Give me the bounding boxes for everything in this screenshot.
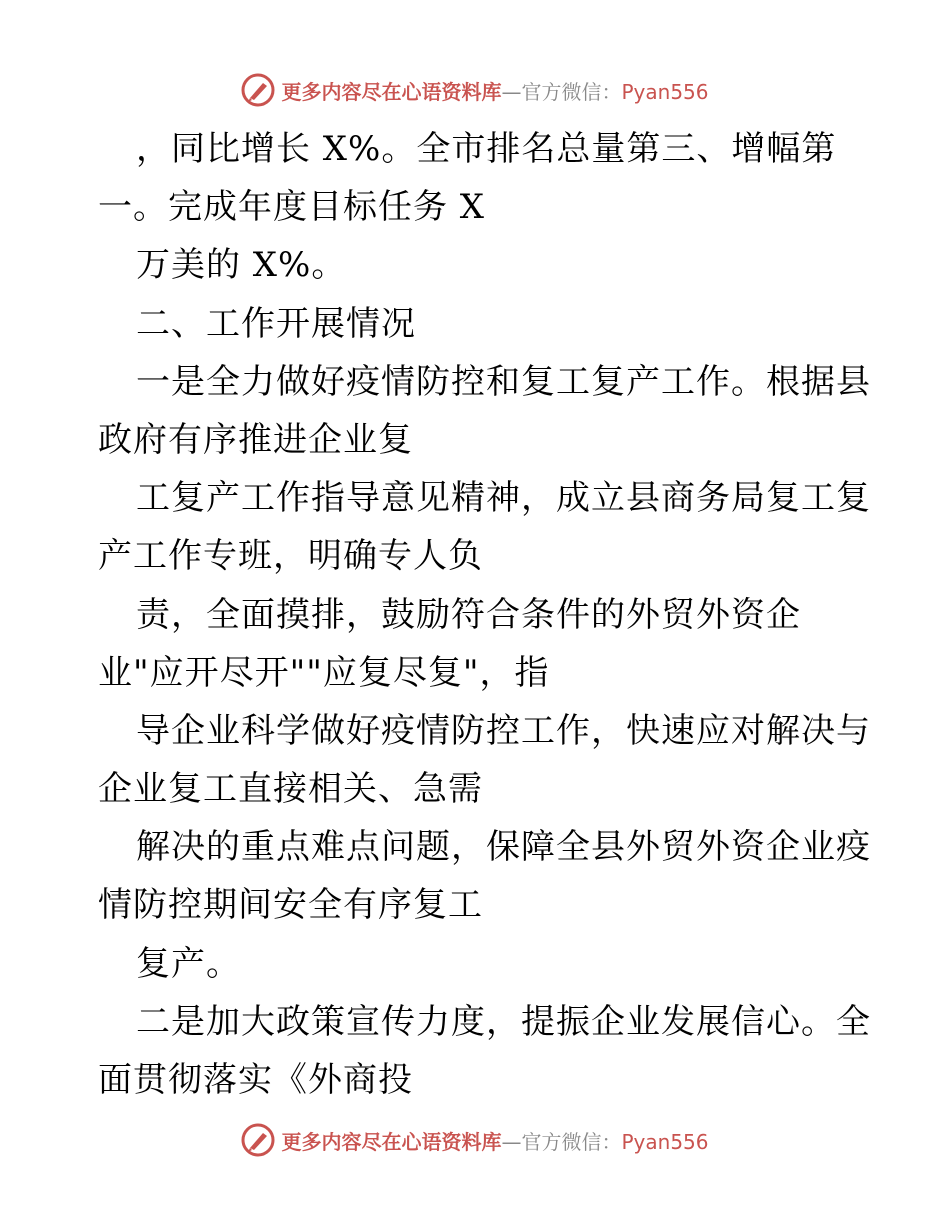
- banner-contact-label: 官方微信：: [521, 1129, 622, 1154]
- banner-brand: 更多内容尽在心语资料库: [281, 79, 502, 104]
- header-watermark-banner: [0, 70, 950, 110]
- text-line: 情防控期间安全有序复工: [98, 885, 483, 926]
- banner-contact-handle: Pyan556: [621, 79, 709, 104]
- text-line: 面贯彻落实《外商投: [98, 1060, 413, 1100]
- footer-watermark-banner: [0, 1120, 950, 1160]
- text-line: 一是全力做好疫情防控和复工复产工作。根据县: [136, 361, 871, 402]
- banner-brand: 更多内容尽在心语资料库: [281, 1129, 502, 1154]
- text-line: 二、工作开展情况: [136, 303, 416, 344]
- text-line: 二是加大政策宣传力度，提振企业发展信心。全: [136, 1001, 871, 1042]
- text-line: 工复产工作指导意见精神，成立县商务局复工复: [136, 478, 871, 519]
- banner-contact-handle: Pyan556: [621, 1129, 709, 1154]
- text-line: 一。完成年度目标任务 X: [98, 187, 486, 228]
- document-body: [98, 120, 871, 1109]
- text-line: ，同比增长 X%。全市排名总量第三、增幅第: [136, 129, 837, 169]
- text-line: 万美的 X%。: [136, 245, 347, 286]
- banner-contact-label: 官方微信：: [521, 79, 622, 104]
- text-line: 复产。: [136, 943, 241, 984]
- pen-seal-logo-icon: [241, 1123, 275, 1157]
- text-line: 责，全面摸排，鼓励符合条件的外贸外资企: [136, 594, 801, 635]
- banner-separator: —: [501, 79, 522, 104]
- text-line: 企业复工直接相关、急需: [98, 769, 483, 810]
- banner-separator: —: [501, 1129, 522, 1154]
- text-line: 政府有序推进企业复: [98, 419, 413, 460]
- text-line: 产工作专班，明确专人负: [98, 536, 483, 577]
- banner-text: [281, 76, 708, 105]
- text-line: 导企业科学做好疫情防控工作，快速应对解决与: [136, 710, 871, 751]
- text-line: 解决的重点难点问题，保障全县外贸外资企业疫: [136, 827, 871, 868]
- banner-text: [281, 1126, 708, 1155]
- pen-seal-logo-icon: [241, 73, 275, 107]
- text-line: 业"应开尽开""应复尽复"，指: [98, 652, 550, 693]
